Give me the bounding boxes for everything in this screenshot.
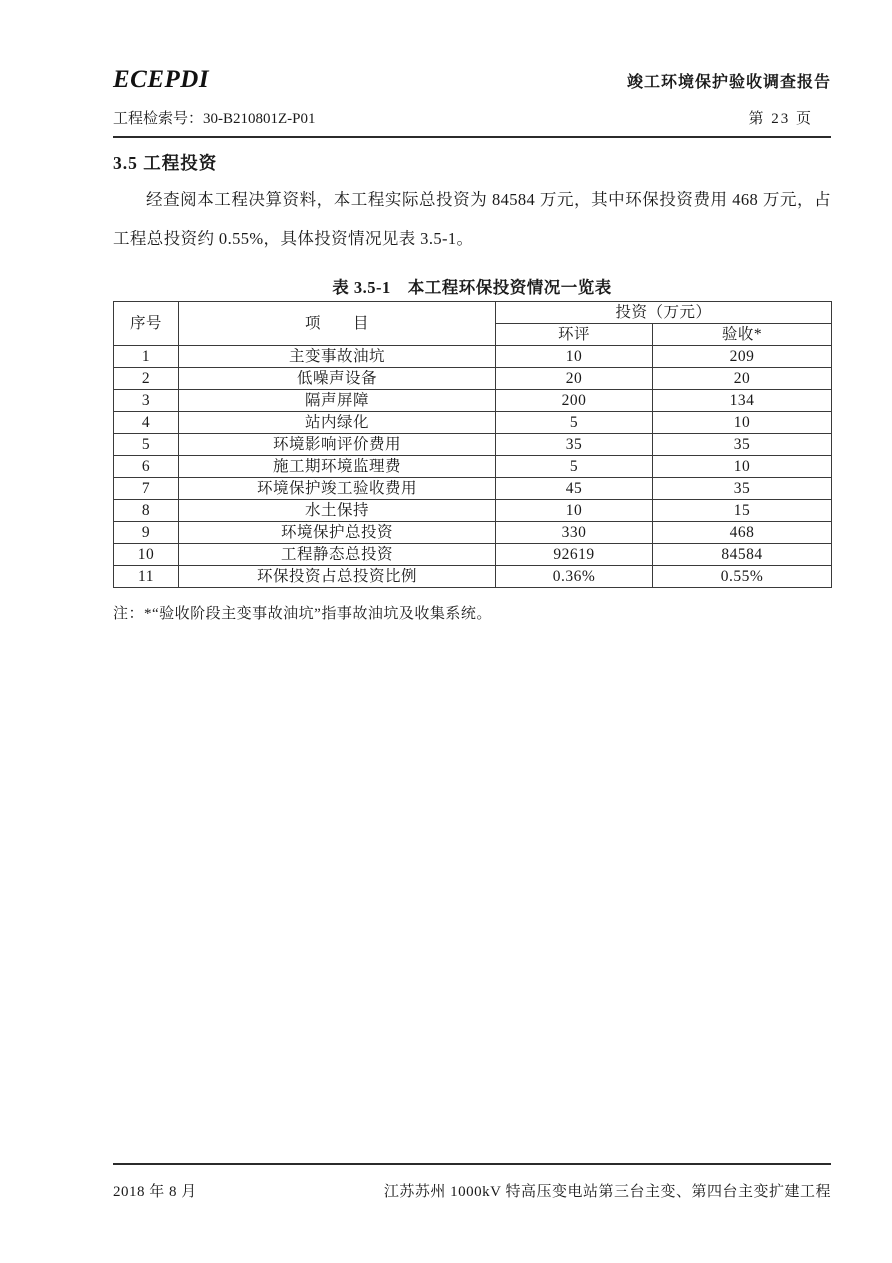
page-number: 第 23 页 bbox=[748, 111, 813, 127]
footer-project-name: 江苏苏州 1000kV 特高压变电站第三台主变、第四台主变扩建工程 bbox=[383, 1184, 831, 1200]
table-header-row-1 bbox=[114, 301, 832, 323]
section-heading: 3.5 工程投资 bbox=[113, 153, 218, 173]
row-acceptance-value: 10 bbox=[653, 455, 832, 477]
row-acceptance-value: 20 bbox=[653, 367, 832, 389]
row-index: 6 bbox=[114, 455, 179, 477]
row-index: 10 bbox=[114, 543, 179, 565]
row-index: 8 bbox=[114, 499, 179, 521]
row-eia-value: 0.36% bbox=[496, 565, 653, 587]
row-eia-value: 45 bbox=[496, 477, 653, 499]
row-acceptance-value: 0.55% bbox=[653, 565, 832, 587]
row-eia-value: 5 bbox=[496, 455, 653, 477]
column-header-item: 项 目 bbox=[179, 301, 496, 345]
table-row bbox=[114, 389, 832, 411]
row-item: 环境影响评价费用 bbox=[179, 433, 496, 455]
header-meta-row bbox=[113, 107, 831, 128]
row-item: 环境保护总投资 bbox=[179, 521, 496, 543]
row-index: 7 bbox=[114, 477, 179, 499]
row-eia-value: 330 bbox=[496, 521, 653, 543]
page-content bbox=[0, 0, 892, 623]
row-eia-value: 20 bbox=[496, 367, 653, 389]
body-paragraph: 经查阅本工程决算资料，本工程实际总投资为 84584 万元，其中环保投资费用 468 万元，占工程总投资约 0.55%，具体投资情况见表 3.5-1。 bbox=[113, 190, 831, 248]
table-row bbox=[114, 455, 832, 477]
row-item: 水土保持 bbox=[179, 499, 496, 521]
header-rule bbox=[113, 136, 831, 138]
investment-table bbox=[113, 301, 832, 588]
row-eia-value: 5 bbox=[496, 411, 653, 433]
column-header-acceptance: 验收* bbox=[653, 323, 832, 345]
doc-number: 工程检索号：30-B210801Z-P01 bbox=[113, 111, 316, 127]
table-row bbox=[114, 499, 832, 521]
row-acceptance-value: 35 bbox=[653, 433, 832, 455]
report-title: 竣工环境保护验收调查报告 bbox=[626, 74, 831, 91]
footer-date: 2018 年 8 月 bbox=[113, 1184, 197, 1200]
table-row bbox=[114, 565, 832, 587]
row-index: 5 bbox=[114, 433, 179, 455]
row-item: 环保投资占总投资比例 bbox=[179, 565, 496, 587]
row-eia-value: 10 bbox=[496, 345, 653, 367]
table-row bbox=[114, 521, 832, 543]
row-acceptance-value: 10 bbox=[653, 411, 832, 433]
column-header-eia: 环评 bbox=[496, 323, 653, 345]
table-row bbox=[114, 411, 832, 433]
column-header-investment-group: 投资（万元） bbox=[496, 301, 832, 323]
page-footer bbox=[113, 1163, 831, 1201]
row-acceptance-value: 468 bbox=[653, 521, 832, 543]
row-item: 主变事故油坑 bbox=[179, 345, 496, 367]
footer-rule bbox=[113, 1163, 831, 1165]
row-eia-value: 35 bbox=[496, 433, 653, 455]
row-item: 低噪声设备 bbox=[179, 367, 496, 389]
table-row bbox=[114, 477, 832, 499]
row-acceptance-value: 209 bbox=[653, 345, 832, 367]
row-item: 环境保护竣工验收费用 bbox=[179, 477, 496, 499]
row-index: 3 bbox=[114, 389, 179, 411]
row-index: 11 bbox=[114, 565, 179, 587]
column-header-index: 序号 bbox=[114, 301, 179, 345]
table-row bbox=[114, 543, 832, 565]
table-title: 表 3.5-1 本工程环保投资情况一览表 bbox=[332, 277, 612, 297]
row-index: 9 bbox=[114, 521, 179, 543]
page-header bbox=[113, 66, 831, 94]
table-row bbox=[114, 433, 832, 455]
row-item: 站内绿化 bbox=[179, 411, 496, 433]
table-footnote: 注：*“验收阶段主变事故油坑”指事故油坑及收集系统。 bbox=[113, 605, 492, 622]
row-eia-value: 200 bbox=[496, 389, 653, 411]
investment-table-body bbox=[114, 345, 832, 587]
company-logo: ECEPDI bbox=[113, 66, 210, 93]
row-acceptance-value: 84584 bbox=[653, 543, 832, 565]
investment-table-header bbox=[114, 301, 832, 345]
row-item: 工程静态总投资 bbox=[179, 543, 496, 565]
row-acceptance-value: 134 bbox=[653, 389, 832, 411]
row-eia-value: 92619 bbox=[496, 543, 653, 565]
row-acceptance-value: 15 bbox=[653, 499, 832, 521]
table-row bbox=[114, 367, 832, 389]
row-item: 施工期环境监理费 bbox=[179, 455, 496, 477]
row-index: 1 bbox=[114, 345, 179, 367]
row-index: 4 bbox=[114, 411, 179, 433]
row-index: 2 bbox=[114, 367, 179, 389]
row-acceptance-value: 35 bbox=[653, 477, 832, 499]
row-eia-value: 10 bbox=[496, 499, 653, 521]
footer-row bbox=[113, 1180, 831, 1201]
table-row bbox=[114, 345, 832, 367]
row-item: 隔声屏障 bbox=[179, 389, 496, 411]
